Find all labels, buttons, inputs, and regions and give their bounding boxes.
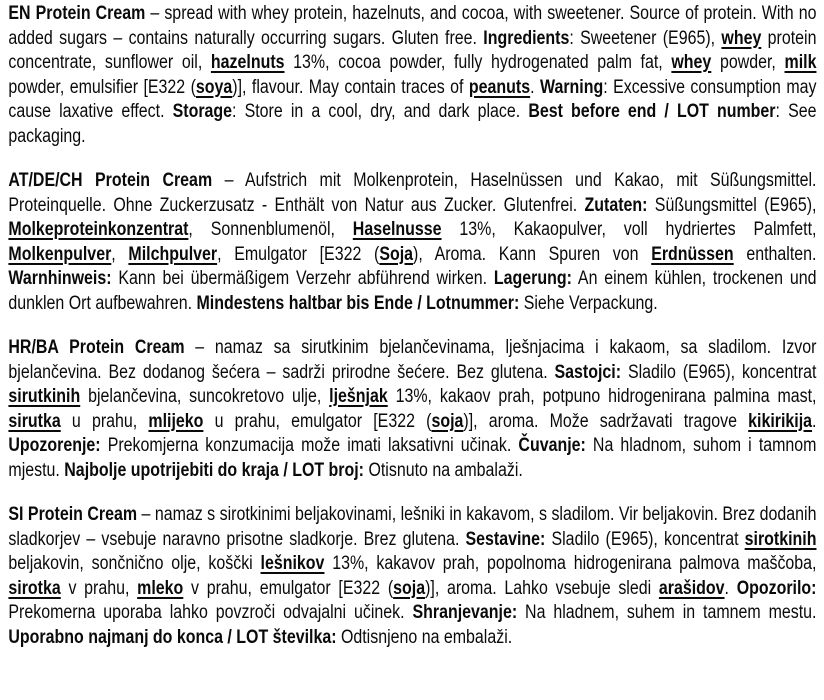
text-run: powder, emulsifier [E322 ( [8, 76, 196, 98]
text-run: arašidov [658, 577, 725, 599]
text-run: ), Aroma. Kann Spuren von [413, 243, 652, 265]
text-run: SI Protein Cream [8, 504, 138, 525]
text-run: Upozorenje: [8, 435, 101, 456]
text-run: v prahu, [60, 577, 138, 599]
text-run: powder, [711, 52, 785, 73]
text-run: Otisnuto na ambalaži. [364, 459, 523, 481]
text-run: sirutkinih [8, 386, 81, 407]
text-run: u prahu, [60, 410, 149, 432]
text-run: Opozorilo: [736, 577, 817, 599]
text-run: Süßungsmittel (E965), [647, 194, 817, 216]
text-run: Sladilo (E965), koncentrat [545, 528, 745, 550]
text-run: 13%, Kakaopulver, voll hydriertes Palmfett, [441, 219, 817, 240]
text-run: Molkeproteinkonzentrat [8, 219, 189, 240]
text-run: . [724, 577, 737, 599]
text-run: v prahu, emulgator [E322 ( [183, 577, 394, 599]
text-run: enthalten. [733, 243, 817, 265]
text-run: Sestavine: [465, 528, 546, 550]
text-run: Shranjevanje: [412, 602, 518, 623]
text-run: Warning [540, 76, 604, 98]
text-run: Prekomjerna konzumacija može imati laksativni učinak. [100, 435, 519, 456]
text-run: )], flavour. May contain traces of [232, 76, 469, 98]
text-run: Molkenpulver [8, 243, 112, 265]
text-run: : Excessive consumption may cause laxative effect. [8, 76, 817, 122]
text-run: Zutaten: [584, 194, 648, 216]
text-run: Na hladnem, suhem in tamnem mestu. [517, 602, 817, 623]
text-run: sirotkinih [744, 528, 817, 550]
text-run: sirutka [8, 410, 61, 432]
text-run: soya [195, 76, 233, 98]
text-run: lešnikov [260, 553, 325, 574]
text-run: 13%, cocoa powder, fully hydrogenated palm fat, [284, 52, 672, 73]
text-run: HR/BA Protein Cream [8, 337, 185, 358]
text-run: An einem kühlen, trockenen und dunklen Ort aufbewahren. [8, 268, 817, 314]
text-run: peanuts [468, 76, 531, 98]
text-run: lješnjak [329, 386, 388, 407]
text-run: sirotka [8, 577, 61, 599]
text-run: Kann bei übermäßigem Verzehr abführend wirken. [111, 268, 494, 289]
text-run: protein concentrate, sunflower oil, [8, 27, 817, 73]
text-run: Uporabno najmanj do konca / LOT številka: [8, 626, 337, 648]
text-run: Storage [172, 101, 233, 122]
text-run: Best before end / LOT number [528, 101, 776, 122]
text-run: , Sonnenblumenöl, [188, 219, 353, 240]
text-run: )], aroma. Može sadržavati tragove [463, 410, 749, 432]
text-run: : Store in a cool, dry, and dark place. [232, 101, 529, 122]
text-run: )], aroma. Lahko vsebuje sledi [425, 577, 659, 599]
text-run: Na hladnom, suhom i tamnom mjestu. [8, 435, 817, 481]
text-run: mlijeko [148, 410, 204, 432]
text-run: Mindestens haltbar bis Ende / Lotnummer: [196, 292, 520, 314]
text-run: Haselnusse [352, 219, 442, 240]
text-run: Soja [379, 243, 414, 265]
text-run: Odtisnjeno na embalaži. [336, 626, 513, 648]
text-run: Najbolje upotrijebiti do kraja / LOT broj: [64, 459, 365, 481]
text-run: Čuvanje: [518, 435, 586, 456]
text-run: whey [671, 52, 712, 73]
text-run: – namaz sa sirutkinim bjelančevinama, lješnjacima i kakaom, sa sladilom. Izvor bjelančevina. Bez dodanog šećera – sadrži prirodne šećere. Bez glutena. [8, 337, 817, 383]
text-run: Sladilo (E965), koncentrat [621, 361, 817, 383]
text-run: bjelančevina, suncokretovo ulje, [80, 386, 330, 407]
text-run: soja [393, 577, 426, 599]
text-run: : See packaging. [8, 101, 817, 147]
text-run: AT/DE/CH Protein Cream [8, 170, 213, 191]
text-run: EN Protein Cream [8, 3, 146, 24]
text-run: Siehe Verpackung. [519, 292, 658, 314]
text-run: Milchpulver [128, 243, 218, 265]
text-run: . [530, 76, 541, 98]
text-run: . [812, 410, 817, 432]
label-section-si [8, 503, 816, 650]
text-run: Warnhinweis: [8, 268, 112, 289]
text-run: whey [721, 27, 762, 49]
text-run: beljakovin, sončnično olje, koščki [8, 553, 261, 574]
text-run: soja [431, 410, 464, 432]
text-run: mleko [137, 577, 184, 599]
text-run: , [111, 243, 129, 265]
text-run: : Sweetener (E965), [569, 27, 722, 49]
text-run: Ingredients [483, 27, 570, 49]
text-run: u prahu, emulgator [E322 ( [203, 410, 432, 432]
text-run: Lagerung: [493, 268, 572, 289]
text-run: 13%, kakavov prah, popolnoma hidrogenirana palmova maščoba, [324, 553, 817, 574]
text-run: Erdnüssen [651, 243, 734, 265]
text-run: – Aufstrich mit Molkenprotein, Haselnüssen und Kakao, mit Süßungsmittel. Proteinquelle. Ohne Zuckerzusatz - Enthält von Natur aus Zucker. Glutenfrei. [8, 170, 817, 216]
text-run: – spread with whey protein, hazelnuts, and cocoa, with sweetener. Source of protein. With no added sugars – contains naturally occurring sugars. Gluten free. [8, 3, 817, 49]
text-run: milk [784, 52, 817, 73]
text-run: kikirikija [748, 410, 813, 432]
text-run: – namaz s sirotkinimi beljakovinami, lešniki in kakavom, s sladilom. Vir beljakovin. Brez dodanih sladkorjev – vsebuje naravno prisotne sladkorje. Brez glutena. [8, 504, 817, 550]
text-run: Prekomerna uporaba lahko povzroči odvajalni učinek. [8, 602, 413, 623]
text-run: , Emulgator [E322 ( [217, 243, 380, 265]
text-run: 13%, kakaov prah, potpuno hidrogenirana palmina mast, [387, 386, 817, 407]
text-run: Sastojci: [554, 361, 622, 383]
label-section-hr-ba [8, 336, 816, 483]
label-section-en [8, 2, 816, 149]
label-section-at-de-ch [8, 169, 816, 316]
text-run: hazelnuts [210, 52, 285, 73]
